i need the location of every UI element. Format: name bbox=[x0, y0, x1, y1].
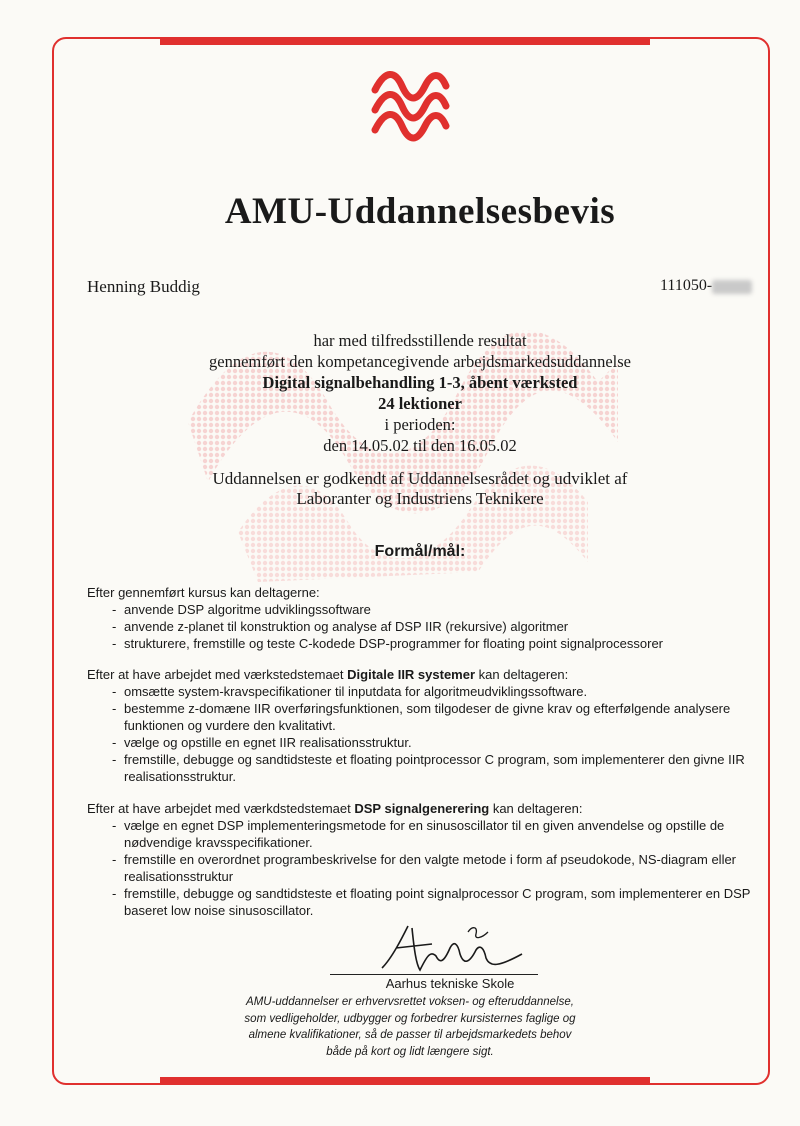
section-intro: Efter at have arbejdet med værkstedstemaet Digitale IIR systemer kan deltageren: bbox=[87, 667, 569, 682]
school-name: Aarhus tekniske Skole bbox=[385, 976, 515, 991]
recipient-name: Henning Buddig bbox=[87, 277, 200, 296]
intro-text: har med tilfredsstillende resultat bbox=[313, 331, 527, 350]
theme-name: DSP signalgenerering bbox=[354, 801, 490, 816]
course-lessons: 24 lektioner bbox=[378, 394, 462, 413]
approval-text bbox=[100, 469, 740, 509]
footnote bbox=[190, 994, 630, 1060]
purpose-heading: Formål/mål: bbox=[374, 543, 466, 560]
period-label: i perioden: bbox=[384, 415, 456, 434]
course-summary bbox=[100, 330, 740, 456]
top-red-bar bbox=[160, 37, 650, 45]
theme-name: Digitale IIR systemer bbox=[347, 667, 476, 682]
section-iir bbox=[87, 666, 757, 785]
list-item: - vælge og opstille en egnet IIR realisationsstruktur. bbox=[112, 735, 412, 750]
approval-line-2: Laboranter og Industriens Teknikere bbox=[296, 489, 544, 508]
footnote-line: både på kort og lidt længere sigt. bbox=[326, 1045, 494, 1058]
section-intro: Efter at have arbejdet med værkdstedstemaet DSP signalgenerering kan deltageren: bbox=[87, 801, 583, 816]
id-number: 111050- bbox=[660, 277, 713, 294]
wave-logo-icon bbox=[370, 68, 450, 144]
certificate-title: AMU-Uddannelsesbevis bbox=[224, 191, 616, 232]
list-item: - bestemme z-domæne IIR overføringsfunktionen, som tilgodeser de givne krav og efterfølgende analysere funktionen og vurdere den kvalitativt. bbox=[112, 701, 731, 733]
footnote-line: som vedligeholder, udbygger og forbedrer kursisternes faglige og bbox=[244, 1012, 576, 1025]
list-item: - fremstille en overordnet programbeskrivelse for den valgte metode i form af pseudokode, NS-diagram eller realisationsstruktur bbox=[112, 852, 737, 884]
section-signal-generation bbox=[87, 800, 757, 919]
list-item: - vælge en egnet DSP implementeringsmetode for en sinusoscillator til en given anvendelse og opstille de nødvendige kravsspecifikationer. bbox=[112, 818, 725, 850]
footnote-line: almene kvalifikationer, så de passer til arbejdsmarkedets behov bbox=[248, 1029, 572, 1041]
list-item: - anvende DSP algoritme udviklingssoftware bbox=[112, 602, 371, 617]
list-item: - fremstille, debugge og sandtidsteste et floating point signalprocessor C program, som implementerer en DSP baseret low noise sinusoscillator. bbox=[112, 886, 751, 918]
bottom-red-bar bbox=[160, 1077, 650, 1085]
list-item: - anvende z-planet til konstruktion og analyse af DSP IIR (rekursive) algoritmer bbox=[112, 619, 569, 634]
approval-line-1: Uddannelsen er godkendt af Uddannelsesrådet og udviklet af bbox=[212, 469, 628, 488]
signature-line bbox=[330, 974, 538, 975]
list-item: - fremstille, debugge og sandtidsteste et floating pointprocessor C program, som implementerer den givne IIR realisationsstruktur. bbox=[112, 752, 745, 784]
handwritten-signature bbox=[372, 918, 532, 976]
footnote-line: AMU-uddannelser er erhvervsrettet voksen- og efteruddannelse, bbox=[246, 996, 574, 1008]
list-item: - omsætte system-kravspecifikationer til inputdata for algoritmeudviklingssoftware. bbox=[112, 684, 588, 699]
section-general bbox=[87, 584, 757, 652]
course-period: den 14.05.02 til den 16.05.02 bbox=[323, 436, 517, 455]
list-item: - strukturere, fremstille og teste C-kodede DSP-programmer for floating point signalprocessorer bbox=[112, 636, 664, 651]
section-intro: Efter gennemført kursus kan deltagerne: bbox=[87, 585, 320, 600]
completed-text: gennemført den kompetancegivende arbejdsmarkedsuddannelse bbox=[209, 352, 631, 371]
course-title: Digital signalbehandling 1-3, åbent værksted bbox=[262, 373, 578, 392]
redacted-id-suffix bbox=[712, 280, 752, 294]
